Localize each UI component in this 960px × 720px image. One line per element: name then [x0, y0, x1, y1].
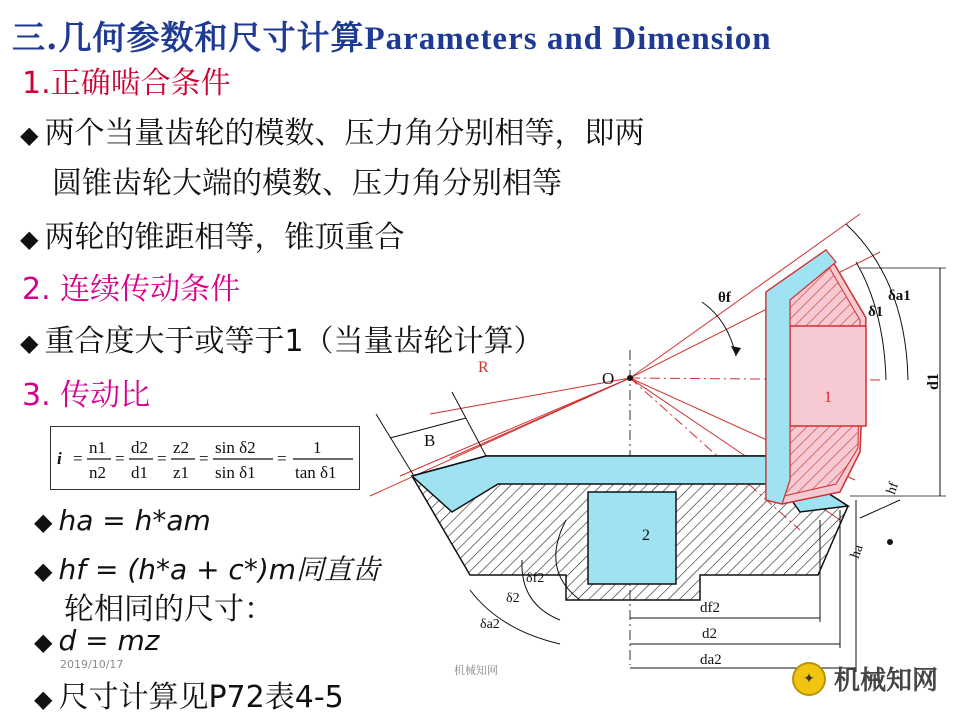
cone-distance-label: R — [478, 359, 489, 376]
svg-text:1: 1 — [313, 438, 322, 457]
transmission-ratio-formula — [50, 426, 360, 490]
bullet-2-1: ◆ 重合度大于或等于1（当量齿轮计算） — [20, 324, 544, 359]
face-width-label: B — [424, 431, 436, 450]
root-angle-2-label: δf2 — [526, 571, 545, 586]
pitch-angle-2-label: δ2 — [506, 591, 520, 606]
title-cn: 三.几何参数和尺寸计算 — [12, 18, 365, 57]
formula-ha: ◆ ha = h*am — [34, 504, 211, 537]
bullet-1-1: ◆ 两个当量齿轮的模数、压力角分别相等，即两 — [20, 116, 645, 151]
heading-2: 2. 连续传动条件 — [22, 272, 241, 307]
tip-diameter-2-label: da2 — [700, 652, 722, 668]
watermark-date: 2019/10/17 — [60, 658, 124, 671]
brand-logo: ✦ 机械知网 — [792, 660, 938, 697]
pitch-diameter-1-label: d1 — [925, 373, 942, 390]
formula-hf-cont: 轮相同的尺寸： — [64, 592, 274, 627]
formula-hf: ◆ hf = (h*a + c*)m同直齿 — [34, 553, 381, 586]
svg-text:=: = — [73, 449, 83, 468]
apex-label: O — [602, 369, 615, 388]
svg-text:tan δ1: tan δ1 — [295, 463, 337, 482]
diamond-bullet-icon: ◆ — [34, 685, 53, 713]
pitch-diameter-2-label: d2 — [702, 626, 717, 642]
bevel-gear-diagram — [360, 200, 950, 680]
svg-text:=: = — [115, 449, 125, 468]
diamond-bullet-icon: ◆ — [20, 121, 39, 149]
heading-1: 1.正确啮合条件 — [22, 66, 231, 101]
gear-2-label: 2 — [642, 527, 650, 544]
heading-3: 3. 传动比 — [22, 378, 151, 413]
svg-text:sin δ1: sin δ1 — [215, 463, 256, 482]
dedendum-angle-label: θf — [718, 290, 731, 306]
svg-text:=: = — [199, 449, 209, 468]
svg-text:z1: z1 — [173, 463, 190, 482]
svg-text:=: = — [277, 449, 287, 468]
root-diameter-2-label: df2 — [700, 600, 720, 616]
logo-icon: ✦ — [792, 662, 826, 696]
svg-text:n1: n1 — [89, 438, 106, 457]
addendum-label: ha — [848, 542, 867, 561]
svg-text:sin δ2: sin δ2 — [215, 438, 256, 457]
dedendum-label: hf — [884, 480, 903, 497]
svg-text:d2: d2 — [131, 438, 148, 457]
formula-table-ref: ◆ 尺寸计算见P72表4-5 — [34, 680, 344, 715]
bullet-1-1-cont: 圆锥齿轮大端的模数、压力角分别相等 — [52, 166, 562, 201]
diamond-bullet-icon: ◆ — [34, 508, 53, 536]
gear-1-label: 1 — [824, 389, 832, 406]
formula-d: ◆ d = mz — [34, 624, 160, 657]
diamond-bullet-icon: ◆ — [20, 329, 39, 357]
tip-angle-1-label: δa1 — [888, 288, 911, 304]
page-title — [12, 12, 772, 59]
diamond-bullet-icon: ◆ — [20, 225, 39, 253]
watermark-site: 机械知网 — [454, 664, 498, 677]
formula-i: i — [57, 449, 62, 468]
tip-angle-2-label: δa2 — [480, 617, 500, 632]
diamond-bullet-icon: ◆ — [34, 557, 53, 585]
title-en: Parameters and Dimension — [364, 21, 772, 57]
diamond-bullet-icon: ◆ — [34, 628, 53, 656]
bullet-1-2: ◆ 两轮的锥距相等，锥顶重合 — [20, 220, 405, 255]
svg-text:n2: n2 — [89, 463, 106, 482]
svg-text:z2: z2 — [173, 438, 190, 457]
svg-text:=: = — [157, 449, 167, 468]
svg-text:d1: d1 — [131, 463, 148, 482]
pitch-angle-1-label: δ1 — [868, 304, 884, 320]
